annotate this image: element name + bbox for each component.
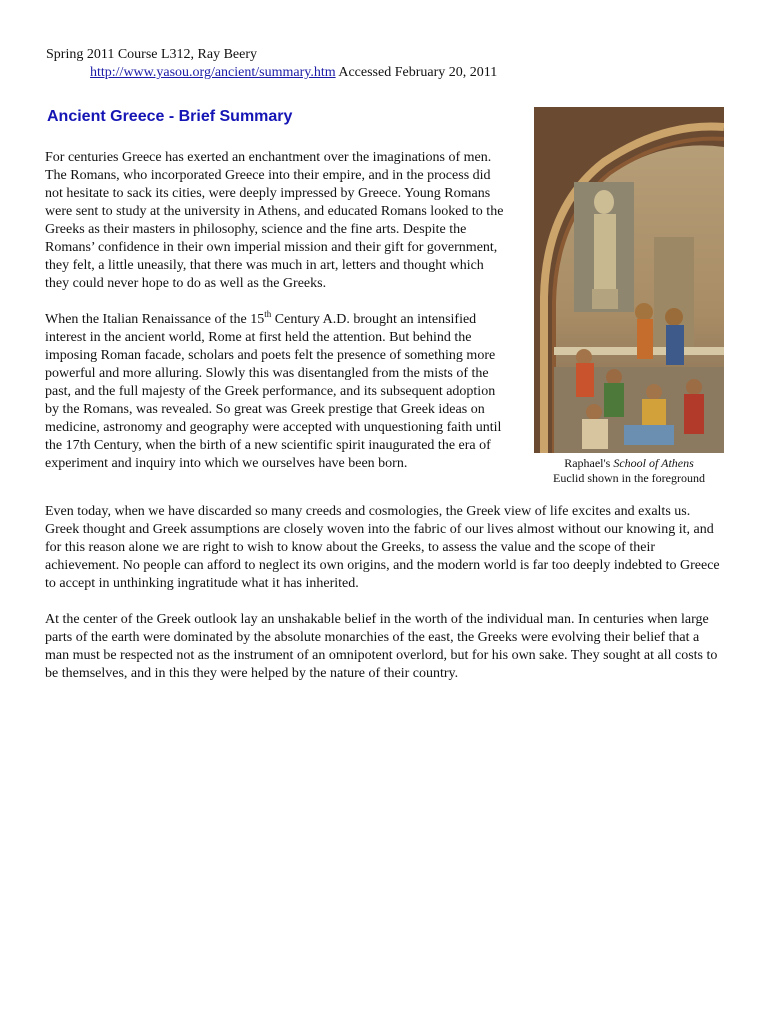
source-link[interactable]: http://www.yasou.org/ancient/summary.htm — [90, 65, 336, 80]
school-of-athens-painting — [534, 107, 724, 453]
paragraph-2-start: When the Italian Renaissance of the 15 — [45, 312, 265, 327]
course-line: Spring 2011 Course L312, Ray Beery — [46, 47, 258, 62]
caption-prefix: Raphael's — [564, 456, 614, 470]
figure-caption — [534, 456, 724, 486]
source-line — [46, 64, 497, 82]
paragraph-4: At the center of the Greek outlook lay an unshakable belief in the worth of the individual man. In centuries when large parts of the earth were dominated by the absolute monarchies of the east, the Greeks were evolving their belief that a man must be respected not as the instrument of an omnipotent overlord, but for his own sake. They sought at all costs to be themselves, and in this they were helped by the nature of their country. — [45, 612, 718, 681]
caption-artwork-title: School of Athens — [613, 456, 694, 470]
page-title: Ancient Greece - Brief Summary — [47, 108, 293, 125]
paragraph-1: For centuries Greece has exerted an enchantment over the imaginations of men. The Romans, who incorporated Greece into their empire, and in the process did not hesitate to sack its cities, were deeply impressed by Greece. Young Romans were sent to study at the university in Athens, and educated Romans looked to the Greeks as their masters in philosophy, science and the fine arts. Despite the Romans’ confidence in their own imperial mission and their gift for government, they felt, a little uneasily, that there was much in art, letters and thought which they could never hope to do as well as the Greeks. — [45, 150, 504, 291]
document-header — [46, 46, 497, 82]
paragraph-3: Even today, when we have discarded so many creeds and cosmologies, the Greek view of life excites and exalts us. Greek thought and Greek assumptions are closely woven into the fabric of our lives almost without our knowing it, and for this reason alone we are right to wish to know about the Greeks, to assess the value and the scope of their achievement. No people can afford to neglect its own origins, and the modern world is far too deeply indebted to Greece to accept in unthinking ingratitude what it has inherited. — [45, 504, 720, 591]
paragraph-2-rest: Century A.D. brought an intensified interest in the ancient world, Rome at first held the attention. But behind the imposing Roman facade, scholars and poets felt the presence of something more powerful and more alluring. Slowly this was disentangled from the mists of the past, and the full majesty of the Greek performance, and its subsequent adoption by the Romans, was revealed. So great was Greek prestige that Greek ideas on medicine, astronomy and geography were accepted with unquestioning faith until the 17th Century, when the birth of a new scientific spirit inaugurated the era of experiment and inquiry into which we ourselves have been born. — [45, 312, 502, 471]
caption-line-2: Euclid shown in the foreground — [553, 471, 705, 485]
ordinal-suffix: th — [264, 309, 272, 319]
accessed-date: Accessed February 20, 2011 — [338, 65, 498, 80]
caption-line-1 — [534, 456, 724, 471]
paragraph-2 — [45, 311, 511, 473]
